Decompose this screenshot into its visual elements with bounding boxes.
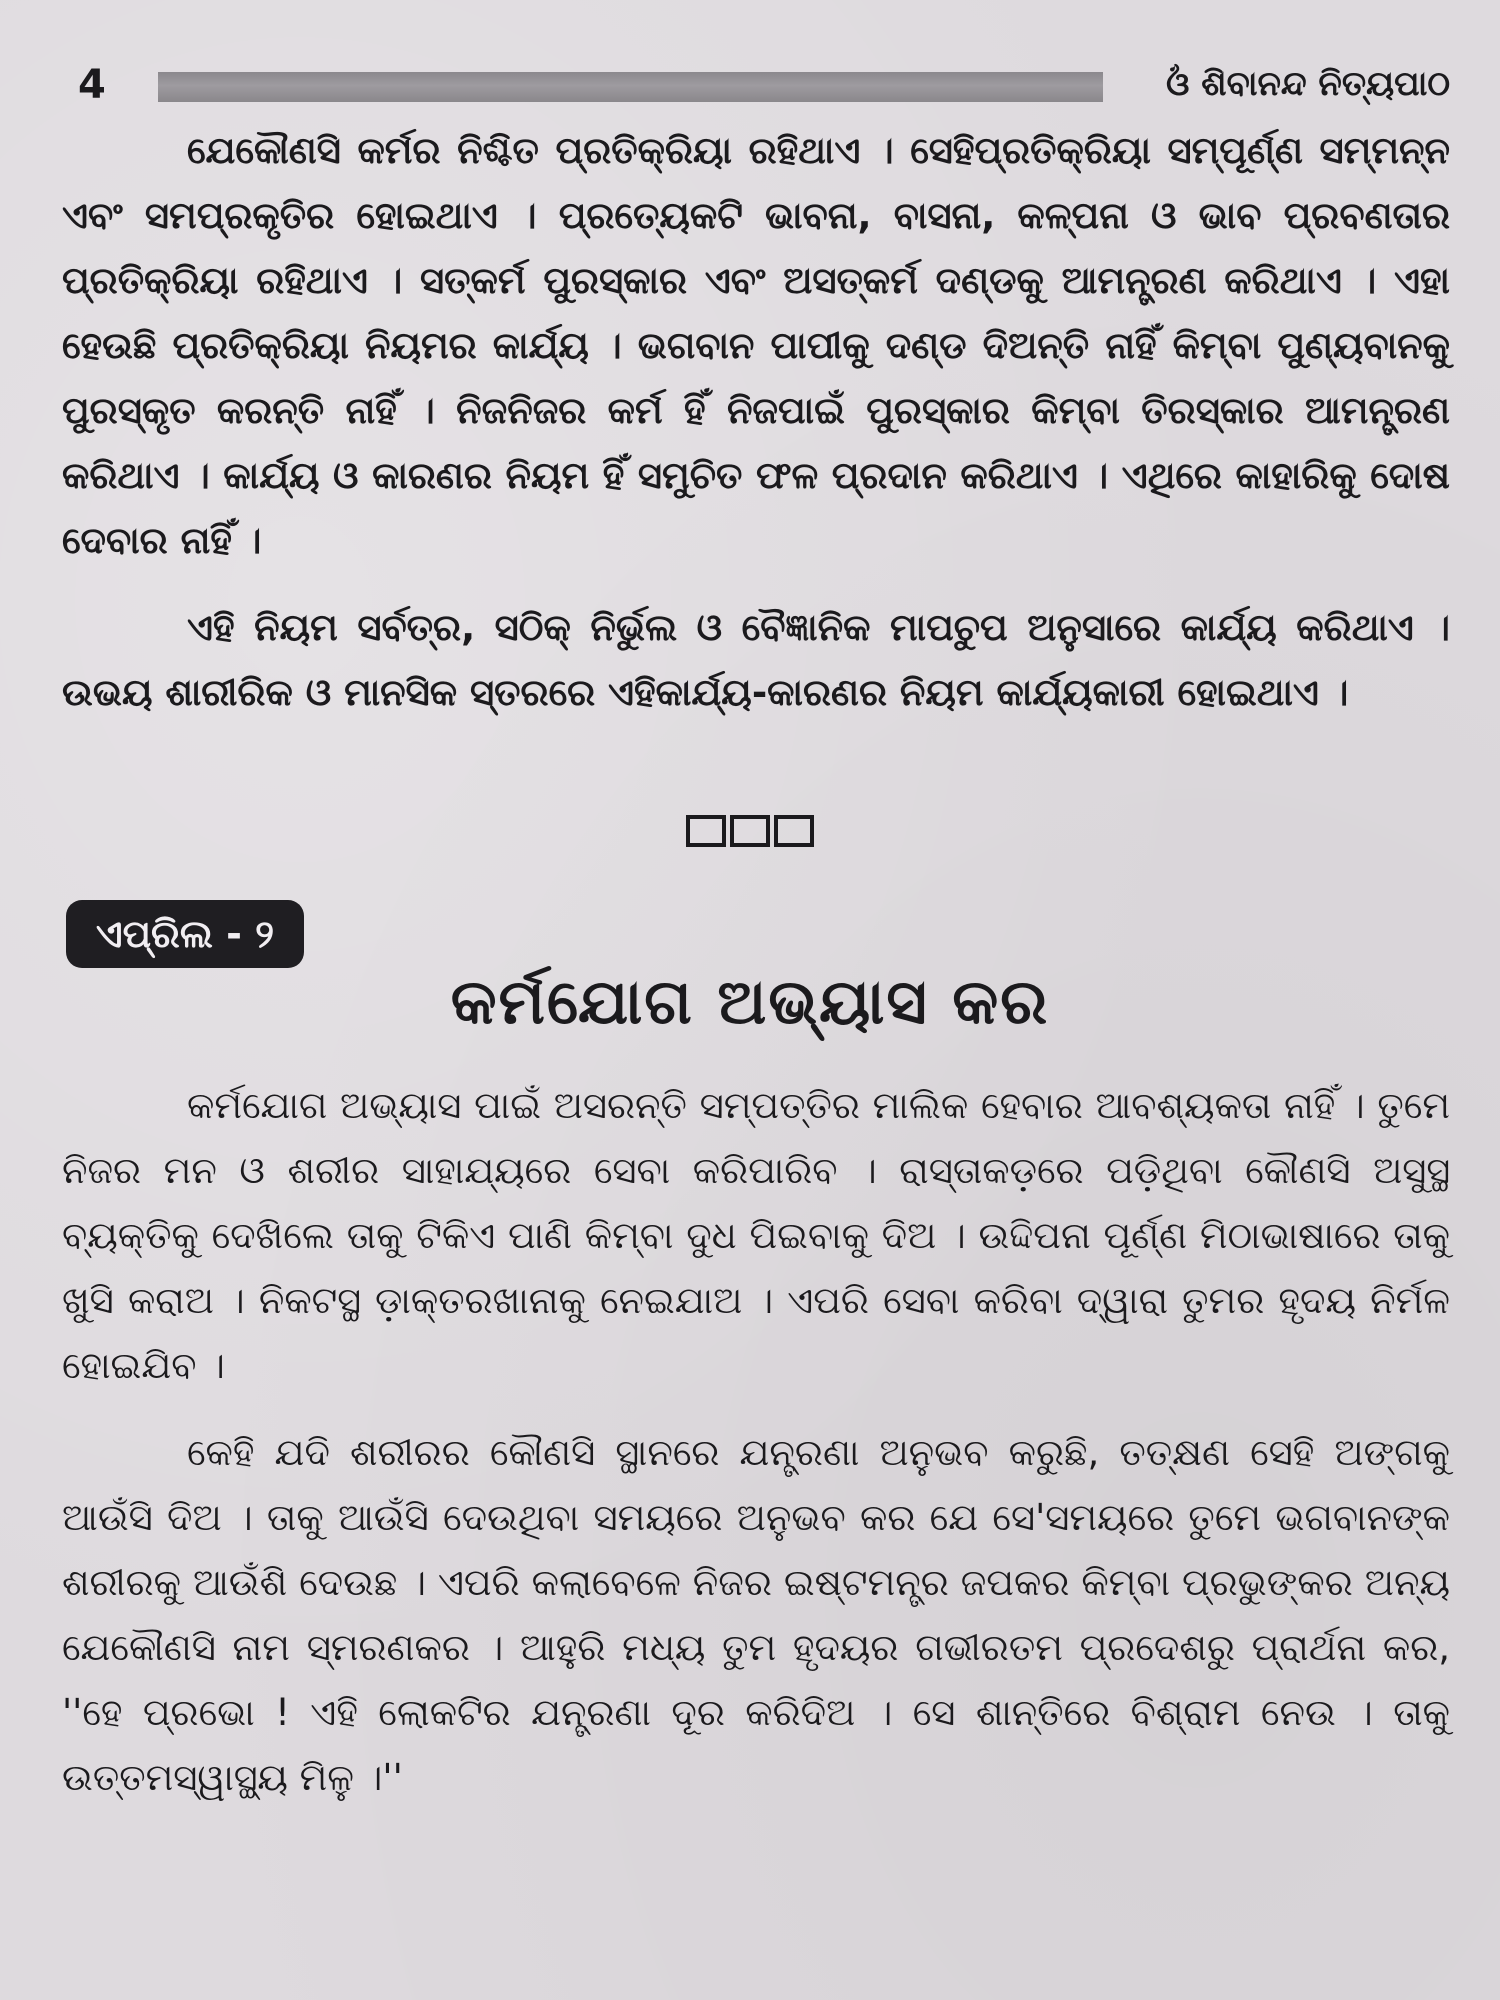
section-one-body (62, 118, 1450, 725)
section-separator (0, 815, 1500, 847)
section-two-body (62, 1073, 1450, 1810)
page-header (60, 58, 1450, 114)
date-badge: ଏପ୍ରିଲ - ୨ (66, 900, 304, 968)
separator-box (730, 815, 770, 847)
book-title: ଓଁ ଶିବାନନ୍ଦ ନିତ୍ୟପାଠ (1166, 64, 1450, 104)
paragraph: ଯେକୌଣସି କର୍ମର ନିଶ୍ଚିତ ପ୍ରତିକ୍ରିୟା ରହିଥାଏ । ସେହିପ୍ରତିକ୍ରିୟା ସମ୍ପୂର୍ଣ୍ଣ ସମ୍ମନ୍ନ ଏବଂ ସମପ୍ରକୃତିର ହୋଇଥାଏ । ପ୍ରତ୍ୟେକଟି ଭାବନା, ବାସନା, କଳ୍ପନା ଓ ଭାବ ପ୍ରବଣତାର ପ୍ରତିକ୍ରିୟା ରହିଥାଏ । ସତ୍‌କର୍ମ ପୁରସ୍କାର ଏବଂ ଅସତ୍‌କର୍ମ ଦଣ୍ଡକୁ ଆମନ୍ତ୍ରଣ କରିଥାଏ । ଏହା ହେଉଛି ପ୍ରତିକ୍ରିୟା ନିୟମର କାର୍ଯ୍ୟ । ଭଗବାନ ପାପୀକୁ ଦଣ୍ଡ ଦିଅନ୍ତି ନାହିଁ କିମ୍ବା ପୁଣ୍ୟବାନକୁ ପୁରସ୍କୃତ କରନ୍ତି ନାହିଁ । ନିଜନିଜର କର୍ମ ହିଁ ନିଜପାଇଁ ପୁରସ୍କାର କିମ୍ବା ତିରସ୍କାର ଆମନ୍ତ୍ରଣ କରିଥାଏ । କାର୍ଯ୍ୟ ଓ କାରଣର ନିୟମ ହିଁ ସମୁଚିତ ଫଳ ପ୍ରଦାନ କରିଥାଏ । ଏଥିରେ କାହାରିକୁ ଦୋଷ ଦେବାର ନାହିଁ । (62, 129, 1450, 562)
separator-box (686, 815, 726, 847)
header-rule (158, 72, 1103, 102)
section-title: କର୍ମଯୋଗ ଅଭ୍ୟାସ କର (450, 965, 1050, 1038)
paragraph: ଏହି ନିୟମ ସର୍ବତ୍ର, ସଠିକ୍ ନିର୍ଭୁଲ ଓ ବୈଜ୍ଞାନିକ ମାପଚୁପ ଅନୁସାରେ କାର୍ଯ୍ୟ କରିଥାଏ । ଉଭୟ ଶାରୀରିକ ଓ ମାନସିକ ସ୍ତରରେ ଏହିକାର୍ଯ୍ୟ-କାରଣର ନିୟମ କାର୍ଯ୍ୟକାରୀ ହୋଇଥାଏ । (62, 606, 1450, 714)
separator-box (774, 815, 814, 847)
paragraph: କର୍ମଯୋଗ ଅଭ୍ୟାସ ପାଇଁ ଅସରନ୍ତି ସମ୍ପତ୍ତିର ମାଲିକ ହେବାର ଆବଶ୍ୟକତା ନାହିଁ । ତୁମେ ନିଜର ମନ ଓ ଶରୀର ସାହାଯ୍ୟରେ ସେବା କରିପାରିବ । ରାସ୍ତାକଡ଼ରେ ପଡ଼ିଥିବା କୌଣସି ଅସୁସ୍ଥ ବ୍ୟକ୍ତିକୁ ଦେଖିଲେ ତାକୁ ଟିକିଏ ପାଣି କିମ୍ବା ଦୁଧ ପିଇବାକୁ ଦିଅ । ଉଦ୍ଦିପନା ପୂର୍ଣ୍ଣ ମିଠାଭାଷାରେ ତାକୁ ଖୁସି କରାଅ । ନିକଟସ୍ଥ ଡ଼ାକ୍ତରଖାନାକୁ ନେଇଯାଅ । ଏପରି ସେବା କରିବା ଦ୍ୱାରା ତୁମର ହୃଦୟ ନିର୍ମଳ ହୋଇଯିବ । (62, 1084, 1450, 1387)
page-number: 4 (78, 62, 106, 108)
paragraph: କେହି ଯଦି ଶରୀରର କୌଣସି ସ୍ଥାନରେ ଯନ୍ତ୍ରଣା ଅନୁଭବ କରୁଛି, ତତ୍‌କ୍ଷଣ ସେହି ଅଙ୍ଗକୁ ଆଉଁସି ଦିଅ । ତାକୁ ଆଉଁସି ଦେଉଥିବା ସମୟରେ ଅନୁଭବ କର ଯେ ସେ'ସମୟରେ ତୁମେ ଭଗବାନଙ୍କ ଶରୀରକୁ ଆଉଁଶି ଦେଉଛ । ଏପରି କଲାବେଳେ ନିଜର ଇଷ୍ଟମନ୍ତ୍ର ଜପକର କିମ୍ବା ପ୍ରଭୁଙ୍କର ଅନ୍ୟ ଯେକୌଣସି ନାମ ସ୍ମରଣକର । ଆହୁରି ମଧ୍ୟ ତୁମ ହୃଦୟର ଗଭୀରତମ ପ୍ରଦେଶରୁ ପ୍ରାର୍ଥନା କର, ''ହେ ପ୍ରଭୋ ! ଏହି ଲୋକଟିର ଯନ୍ତ୍ରଣା ଦୂର କରିଦିଅ । ସେ ଶାନ୍ତିରେ ବିଶ୍ରାମ ନେଉ । ତାକୁ ଉତ୍ତମସ୍ୱାସ୍ଥ୍ୟ ମିଳୁ ।'' (62, 1431, 1450, 1799)
